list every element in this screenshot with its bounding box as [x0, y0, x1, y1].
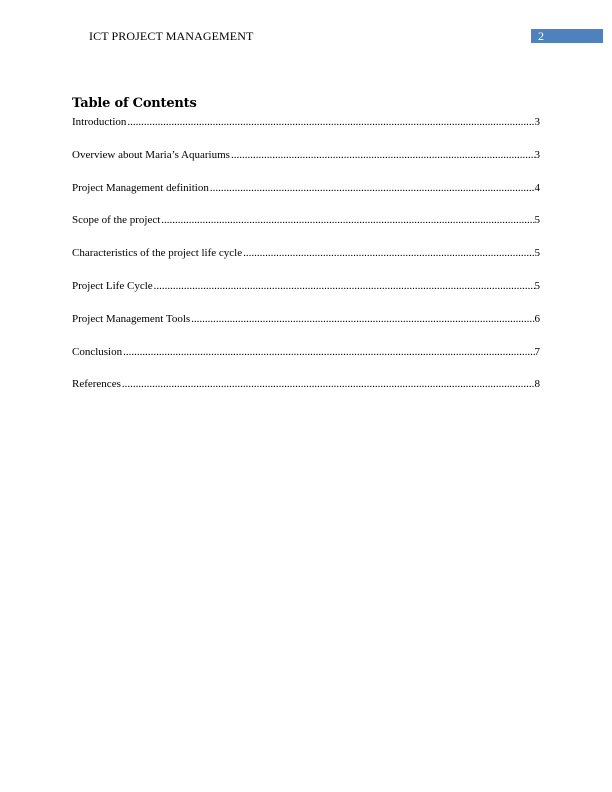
toc-dot-leader: [123, 346, 534, 359]
toc-entry-page: 5: [534, 214, 540, 227]
toc-entry-title: Project Management definition: [72, 181, 209, 194]
toc-entry-page: 4: [534, 181, 540, 194]
toc-dot-leader: [161, 214, 534, 227]
toc-entry-characteristics[interactable]: [72, 247, 540, 280]
toc-entry-title: References: [72, 378, 121, 391]
toc-dot-leader: [243, 247, 534, 260]
toc-entry-life-cycle[interactable]: [72, 280, 540, 313]
toc-entry-title: Project Management Tools: [72, 312, 191, 325]
toc-entry-title: Project Life Cycle: [72, 279, 153, 292]
table-of-contents: [72, 116, 540, 411]
toc-entry-references[interactable]: [72, 378, 540, 411]
toc-dot-leader: [191, 313, 534, 326]
toc-entry-page: 7: [534, 345, 540, 358]
toc-entry-page: 5: [534, 247, 540, 260]
toc-entry-page: 8: [534, 378, 540, 391]
toc-dot-leader: [122, 378, 535, 391]
toc-entry-page: 5: [534, 279, 540, 292]
toc-entry-pm-definition[interactable]: [72, 182, 540, 215]
toc-entry-title: Characteristics of the project life cycle: [72, 247, 243, 260]
toc-dot-leader: [127, 116, 534, 129]
toc-entry-title: Conclusion: [72, 345, 123, 358]
page-number-box: [531, 29, 603, 43]
toc-entry-title: Introduction: [72, 116, 127, 128]
toc-entry-introduction[interactable]: [72, 116, 540, 149]
page-number: 2: [538, 29, 544, 43]
toc-entry-pm-tools[interactable]: [72, 313, 540, 346]
toc-entry-title: Scope of the project: [72, 214, 161, 227]
toc-entry-page: 3: [534, 116, 540, 128]
toc-entry-overview[interactable]: [72, 149, 540, 182]
toc-dot-leader: [154, 280, 535, 293]
toc-entry-page: 3: [534, 148, 540, 161]
toc-heading: Table of Contents: [72, 96, 197, 111]
toc-entry-scope[interactable]: [72, 214, 540, 247]
toc-entry-page: 6: [534, 312, 540, 325]
toc-dot-leader: [231, 149, 535, 162]
toc-dot-leader: [210, 182, 535, 195]
toc-entry-title: Overview about Maria’s Aquariums: [72, 148, 230, 161]
running-header-title: ICT PROJECT MANAGEMENT: [89, 29, 254, 43]
toc-entry-conclusion[interactable]: [72, 346, 540, 379]
